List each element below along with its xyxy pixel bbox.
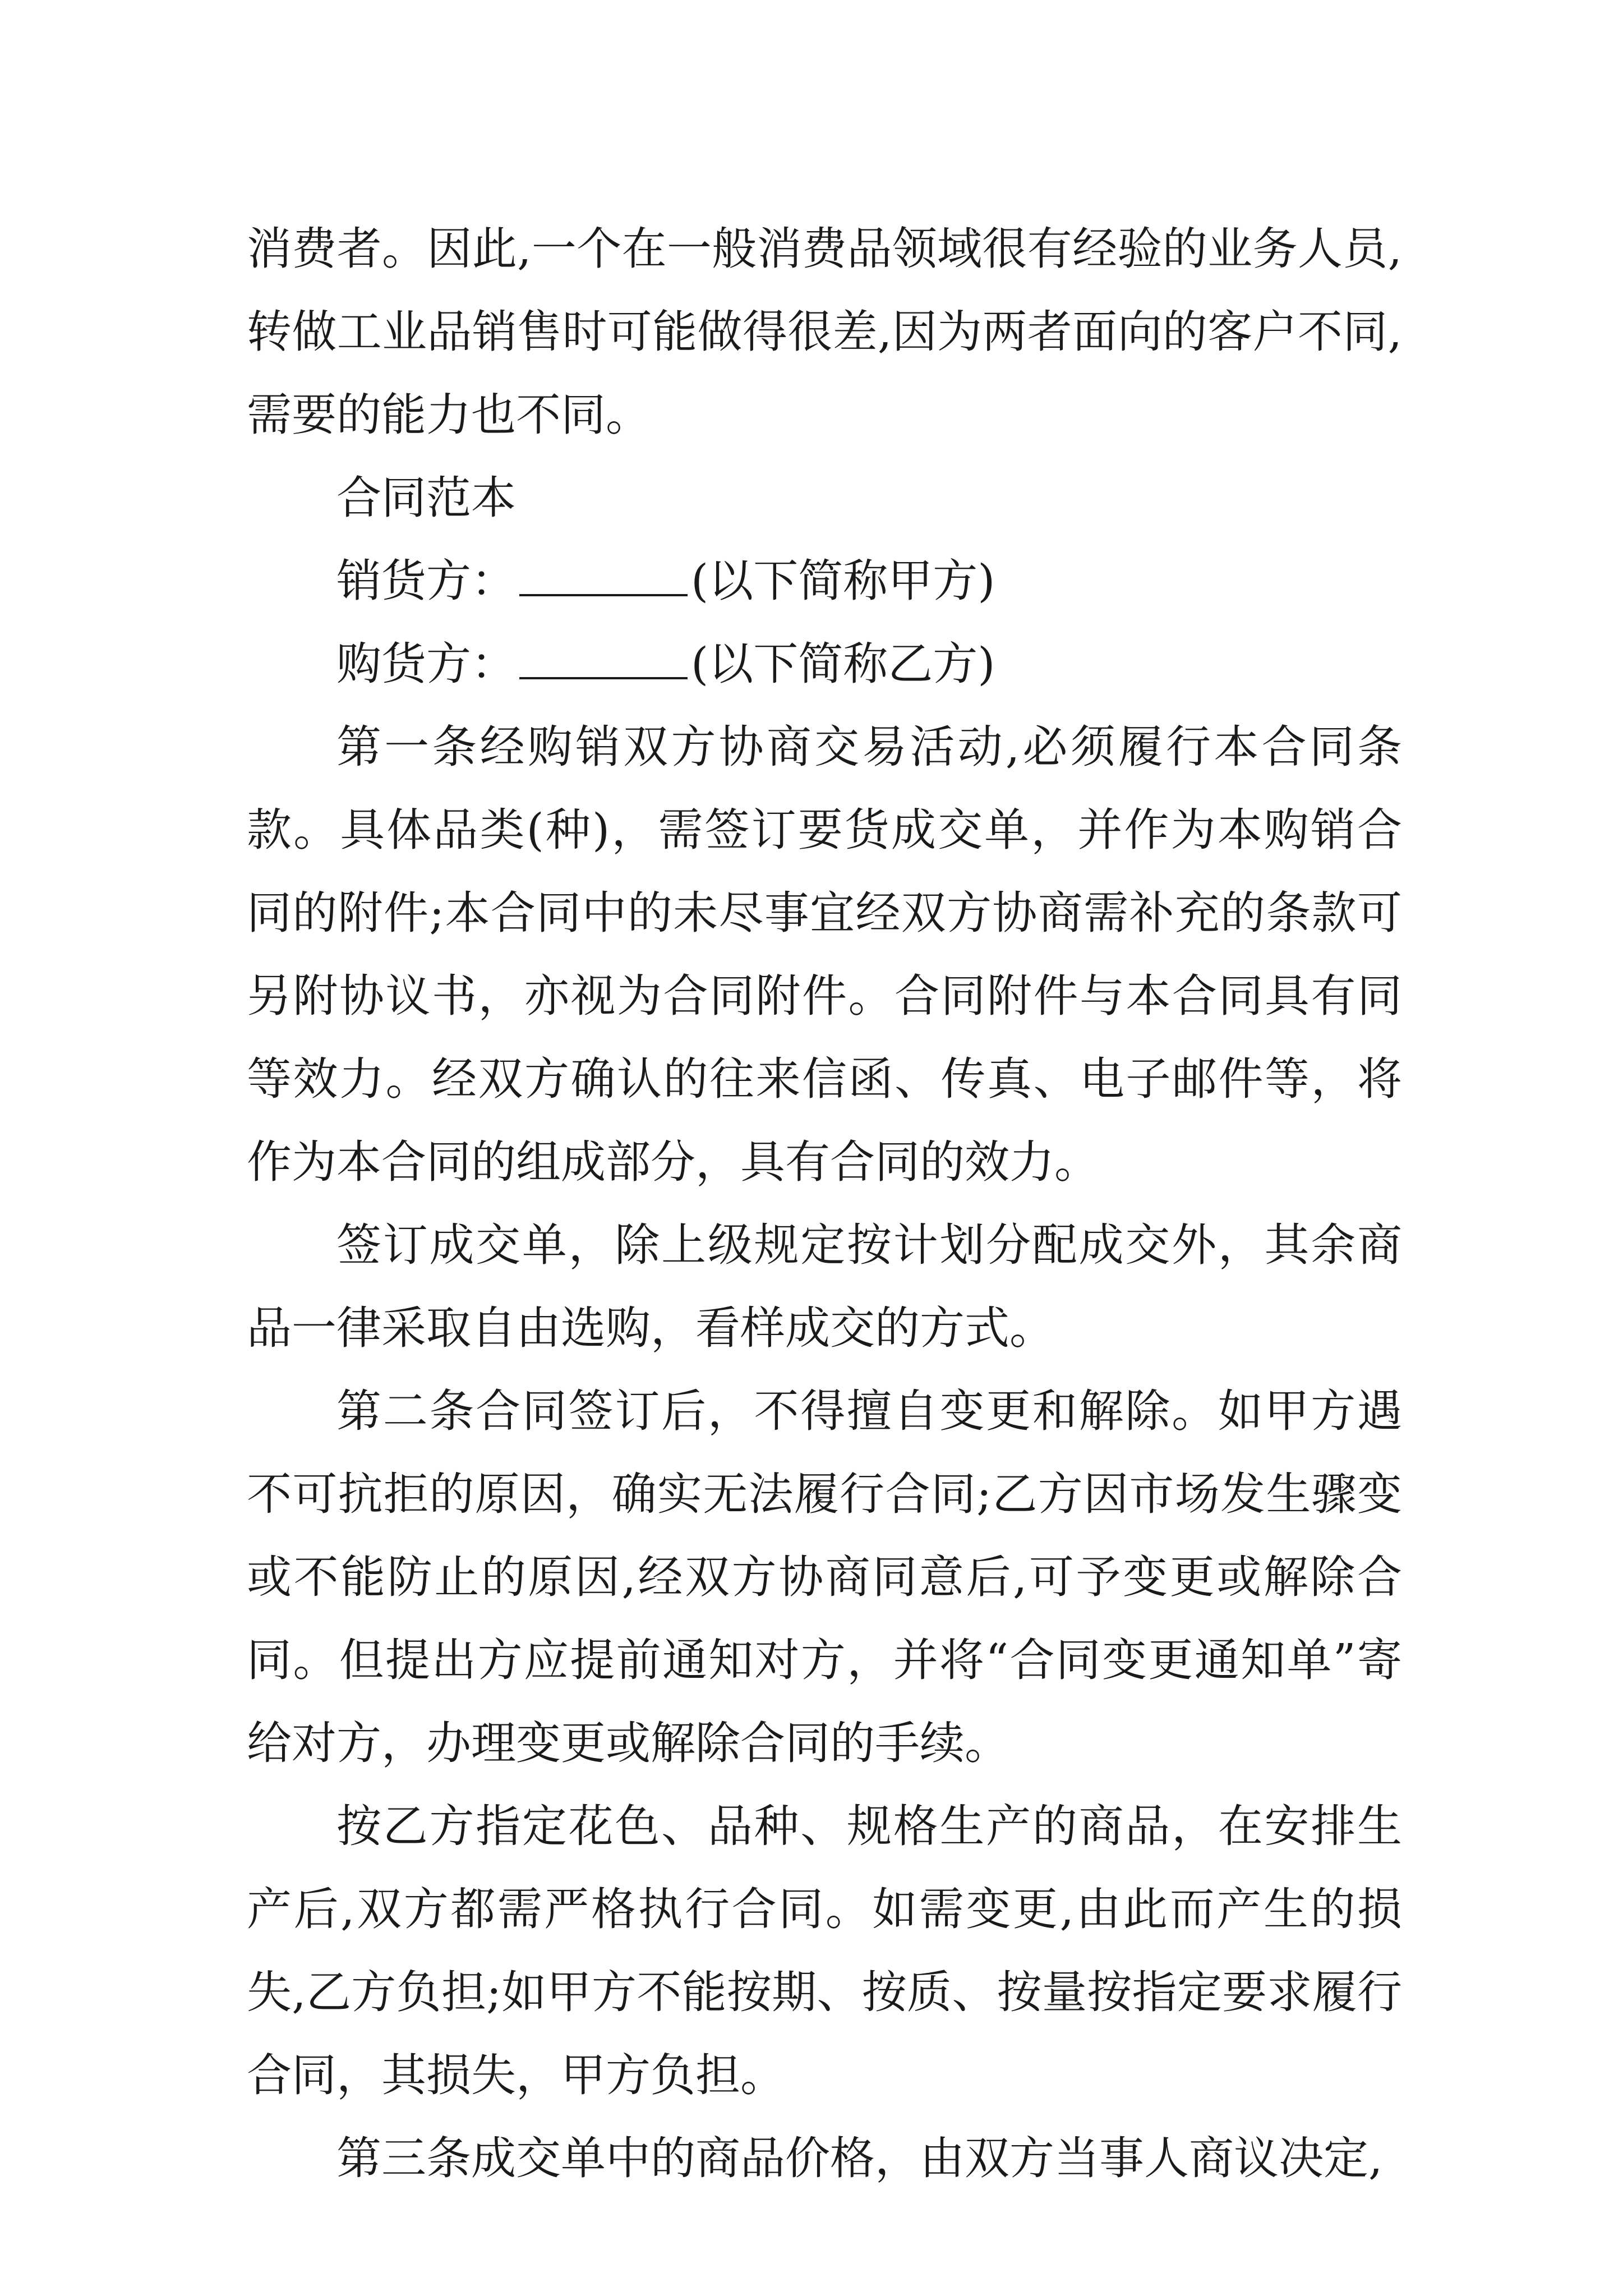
paragraph-article-3: 第三条成交单中的商品价格，由双方当事人商议决定, [336, 2132, 1383, 2184]
buyer-line [247, 623, 1402, 706]
buyer-label: 购货方： [336, 638, 516, 690]
paragraph-article-2: 第二条合同签订后，不得擅自变更和解除。如甲方遇不可抗拒的原因，确实无法履行合同;乙方因市场发生骤变或不能防止的原因,经双方协商同意后,可予变更或解除合同。但提出方应提前通知对方，并将“合同变更通知单”寄给对方，办理变更或解除合同的手续。 [247, 1385, 1402, 1769]
seller-label: 销货方： [336, 555, 516, 607]
paragraph-intro: 消费者。因此,一个在一般消费品领域很有经验的业务人员,转做工业品销售时可能做得很差,因为两者面向的客户不同,需要的能力也不同。 [247, 223, 1402, 441]
contract-heading: 合同范本 [336, 472, 516, 524]
buyer-suffix: (以下简称乙方) [691, 638, 995, 690]
paragraph-specified-goods: 按乙方指定花色、品种、规格生产的商品，在安排生产后,双方都需严格执行合同。如需变更,由此而产生的损失,乙方负担;如甲方不能按期、按质、按量按指定要求履行合同，其损失，甲方负担。 [247, 1800, 1402, 2101]
paragraph-order-form: 签订成交单，除上级规定按计划分配成交外，其余商品一律采取自由选购，看样成交的方式。 [247, 1219, 1402, 1354]
buyer-blank-field [519, 638, 688, 679]
seller-suffix: (以下简称甲方) [691, 555, 995, 607]
paragraph-article-1: 第一条经购销双方协商交易活动,必须履行本合同条款。具体品类(种)，需签订要货成交单，并作为本购销合同的附件;本合同中的未尽事宜经双方协商需补充的条款可另附协议书，亦视为合同附件。合同附件与本合同具有同等效力。经双方确认的往来信函、传真、电子邮件等，将作为本合同的组成部分，具有合同的效力。 [247, 721, 1402, 1188]
seller-blank-field [519, 555, 688, 596]
seller-line [247, 540, 1402, 623]
document-body [247, 208, 1402, 2200]
